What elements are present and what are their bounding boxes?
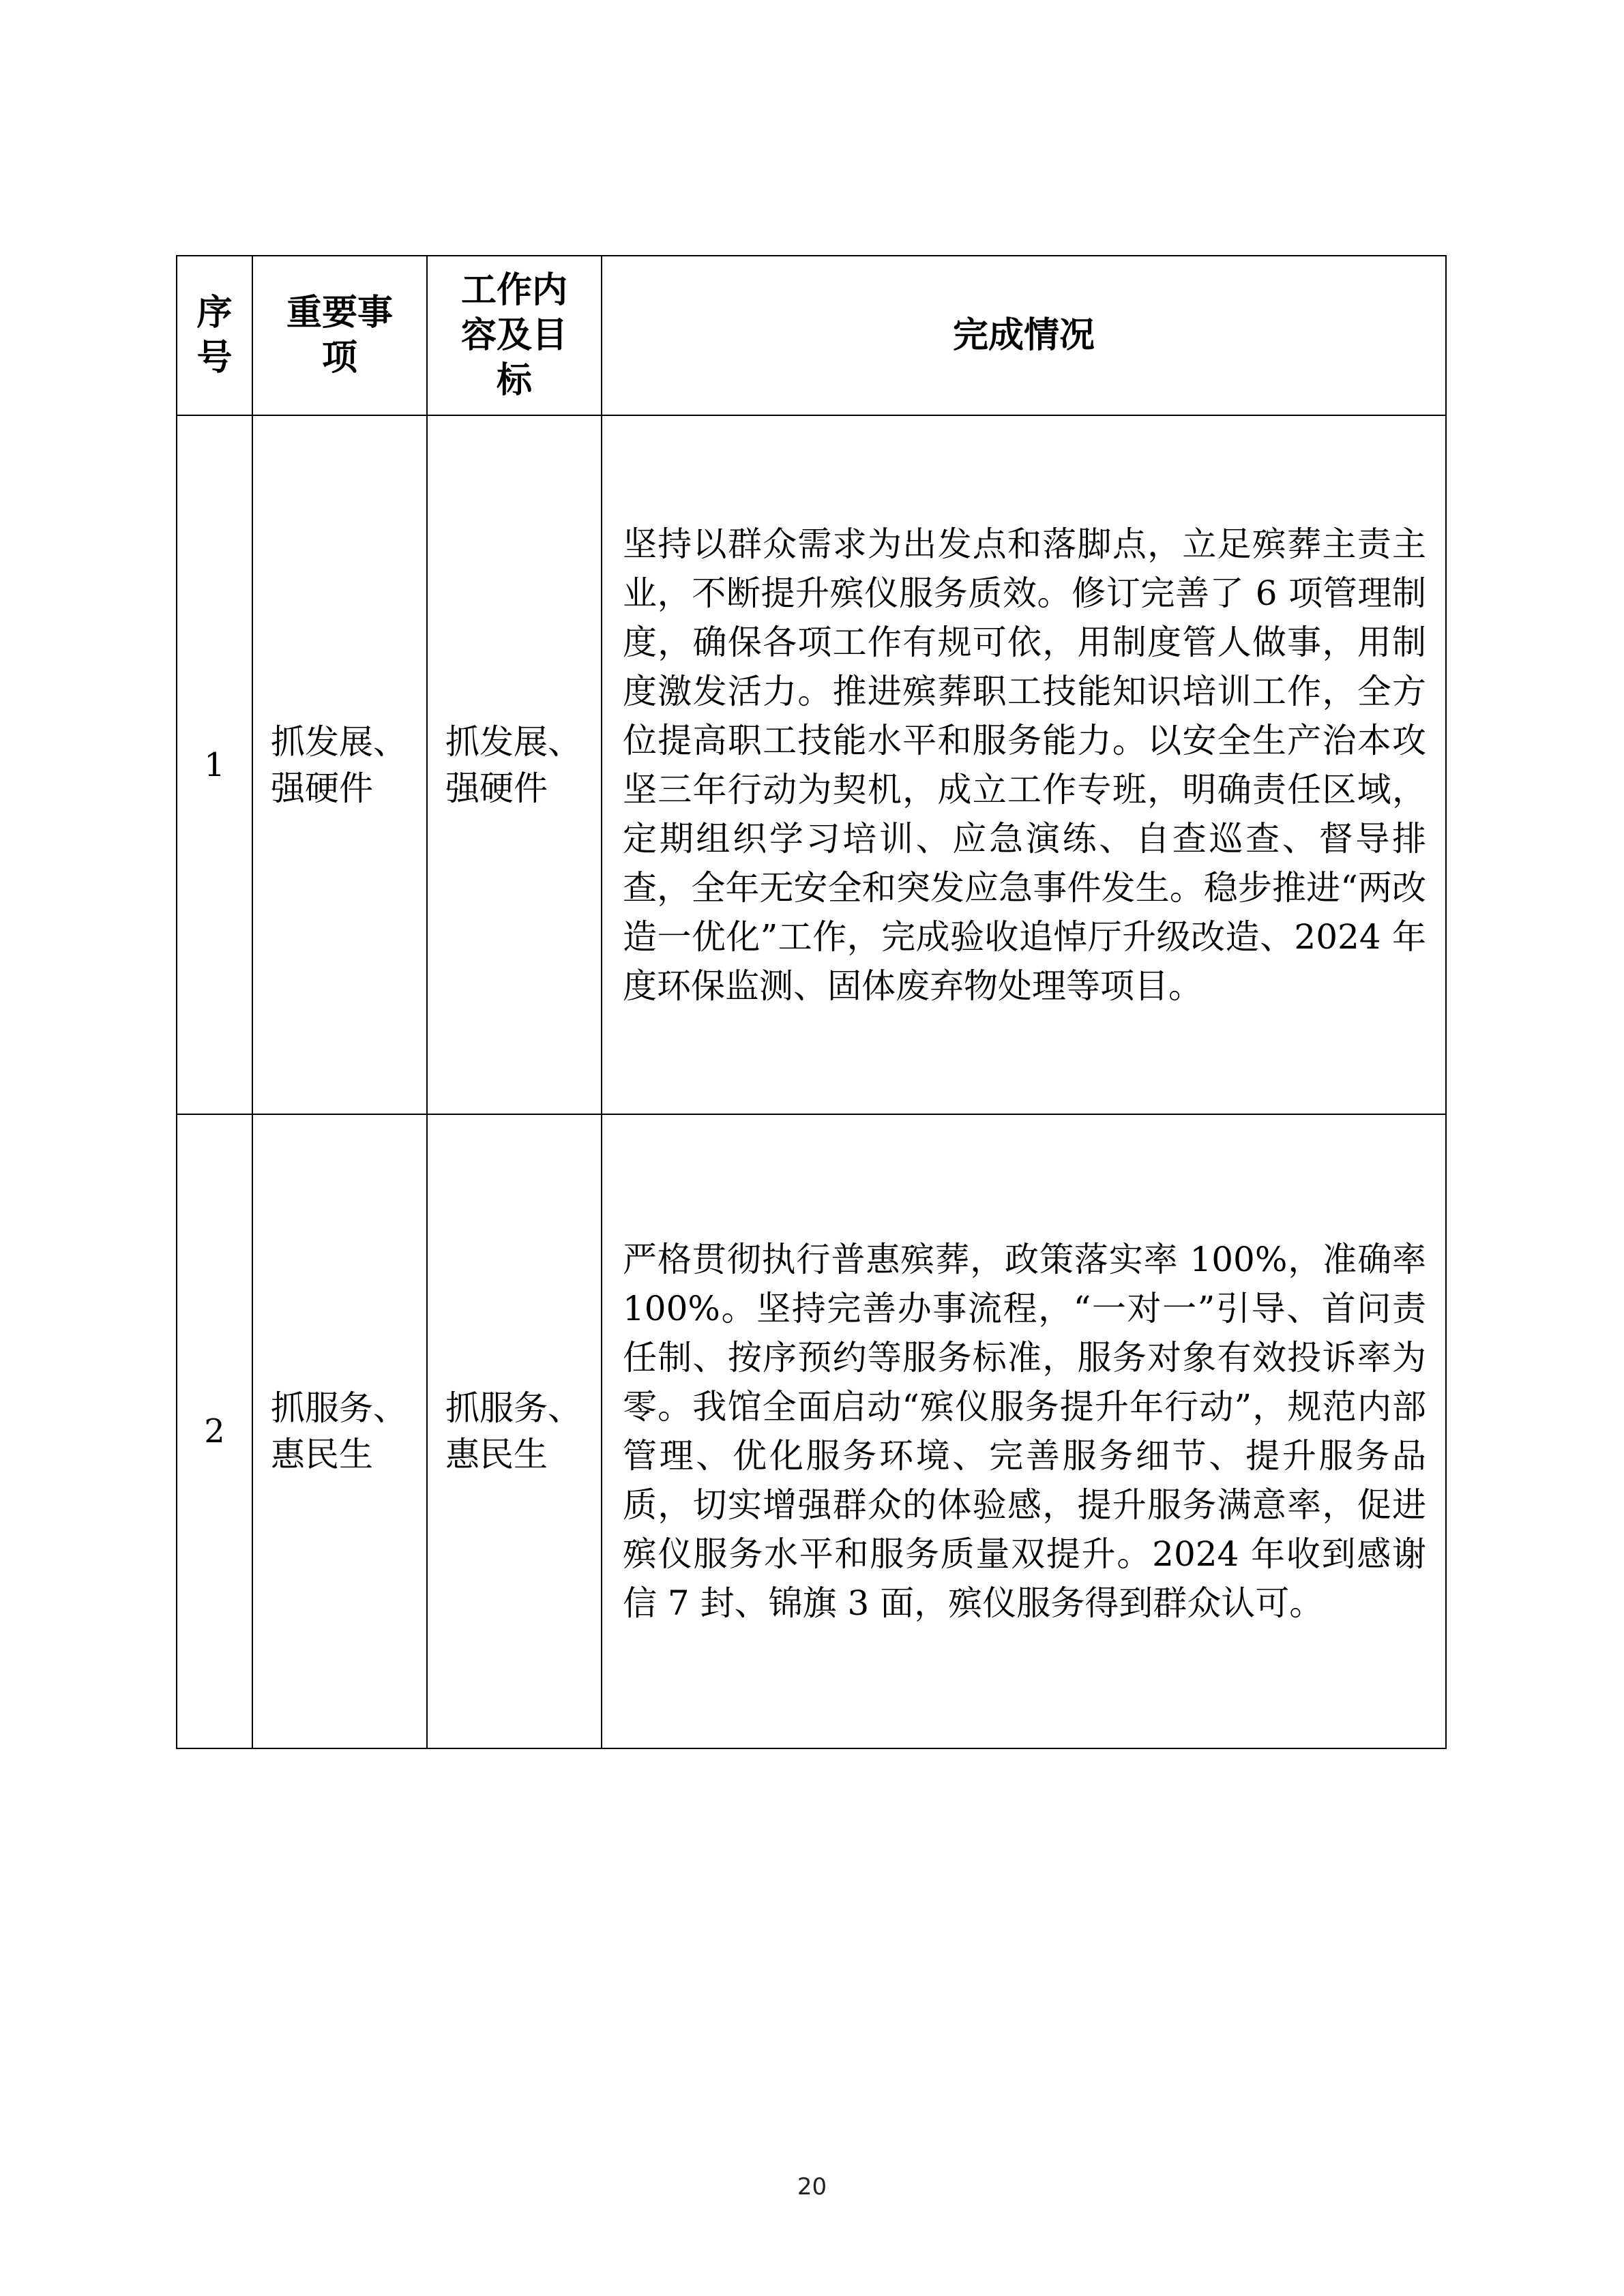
header-result: 完成情况 [602, 256, 1446, 415]
row-seq: 2 [177, 1114, 252, 1748]
page-number: 20 [797, 2173, 827, 2201]
work-summary-table [176, 255, 1447, 1749]
row-result: 坚持以群众需求为出发点和落脚点，立足殡葬主责主业，不断提升殡仪服务质效。修订完善了 6 项管理制度，确保各项工作有规可依，用制度管人做事，用制度激发活力。推进殡葬职工技能知识培训工作，全方位提高职工技能水平和服务能力。以安全生产治本攻坚三年行动为契机，成立工作专班，明确责任区域，定期组织学习培训、应急演练、自查巡查、督导排查，全年无安全和突发应急事件发生。稳步推进“两改造一优化”工作，完成验收追悼厅升级改造、2024 年度环保监测、固体废弃物处理等项目。 [602, 415, 1446, 1114]
row-goal: 抓服务、惠民生 [427, 1114, 602, 1748]
row-goal: 抓发展、强硬件 [427, 415, 602, 1114]
row-seq: 1 [177, 415, 252, 1114]
row-item: 抓发展、强硬件 [252, 415, 427, 1114]
row-item: 抓服务、惠民生 [252, 1114, 427, 1748]
header-seq: 序号 [177, 256, 252, 415]
table-row [177, 1114, 1446, 1748]
header-item: 重要事项 [252, 256, 427, 415]
row-result: 严格贯彻执行普惠殡葬，政策落实率 100%，准确率 100%。坚持完善办事流程，“一对一”引导、首问责任制、按序预约等服务标准，服务对象有效投诉率为零。我馆全面启动“殡仪服务提升年行动”，规范内部管理、优化服务环境、完善服务细节、提升服务品质，切实增强群众的体验感，提升服务满意率，促进殡仪服务水平和服务质量双提升。2024 年收到感谢信 7 封、锦旗 3 面，殡仪服务得到群众认可。 [602, 1114, 1446, 1748]
table-header-row [177, 256, 1446, 415]
table-row [177, 415, 1446, 1114]
header-goal: 工作内容及目标 [427, 256, 602, 415]
